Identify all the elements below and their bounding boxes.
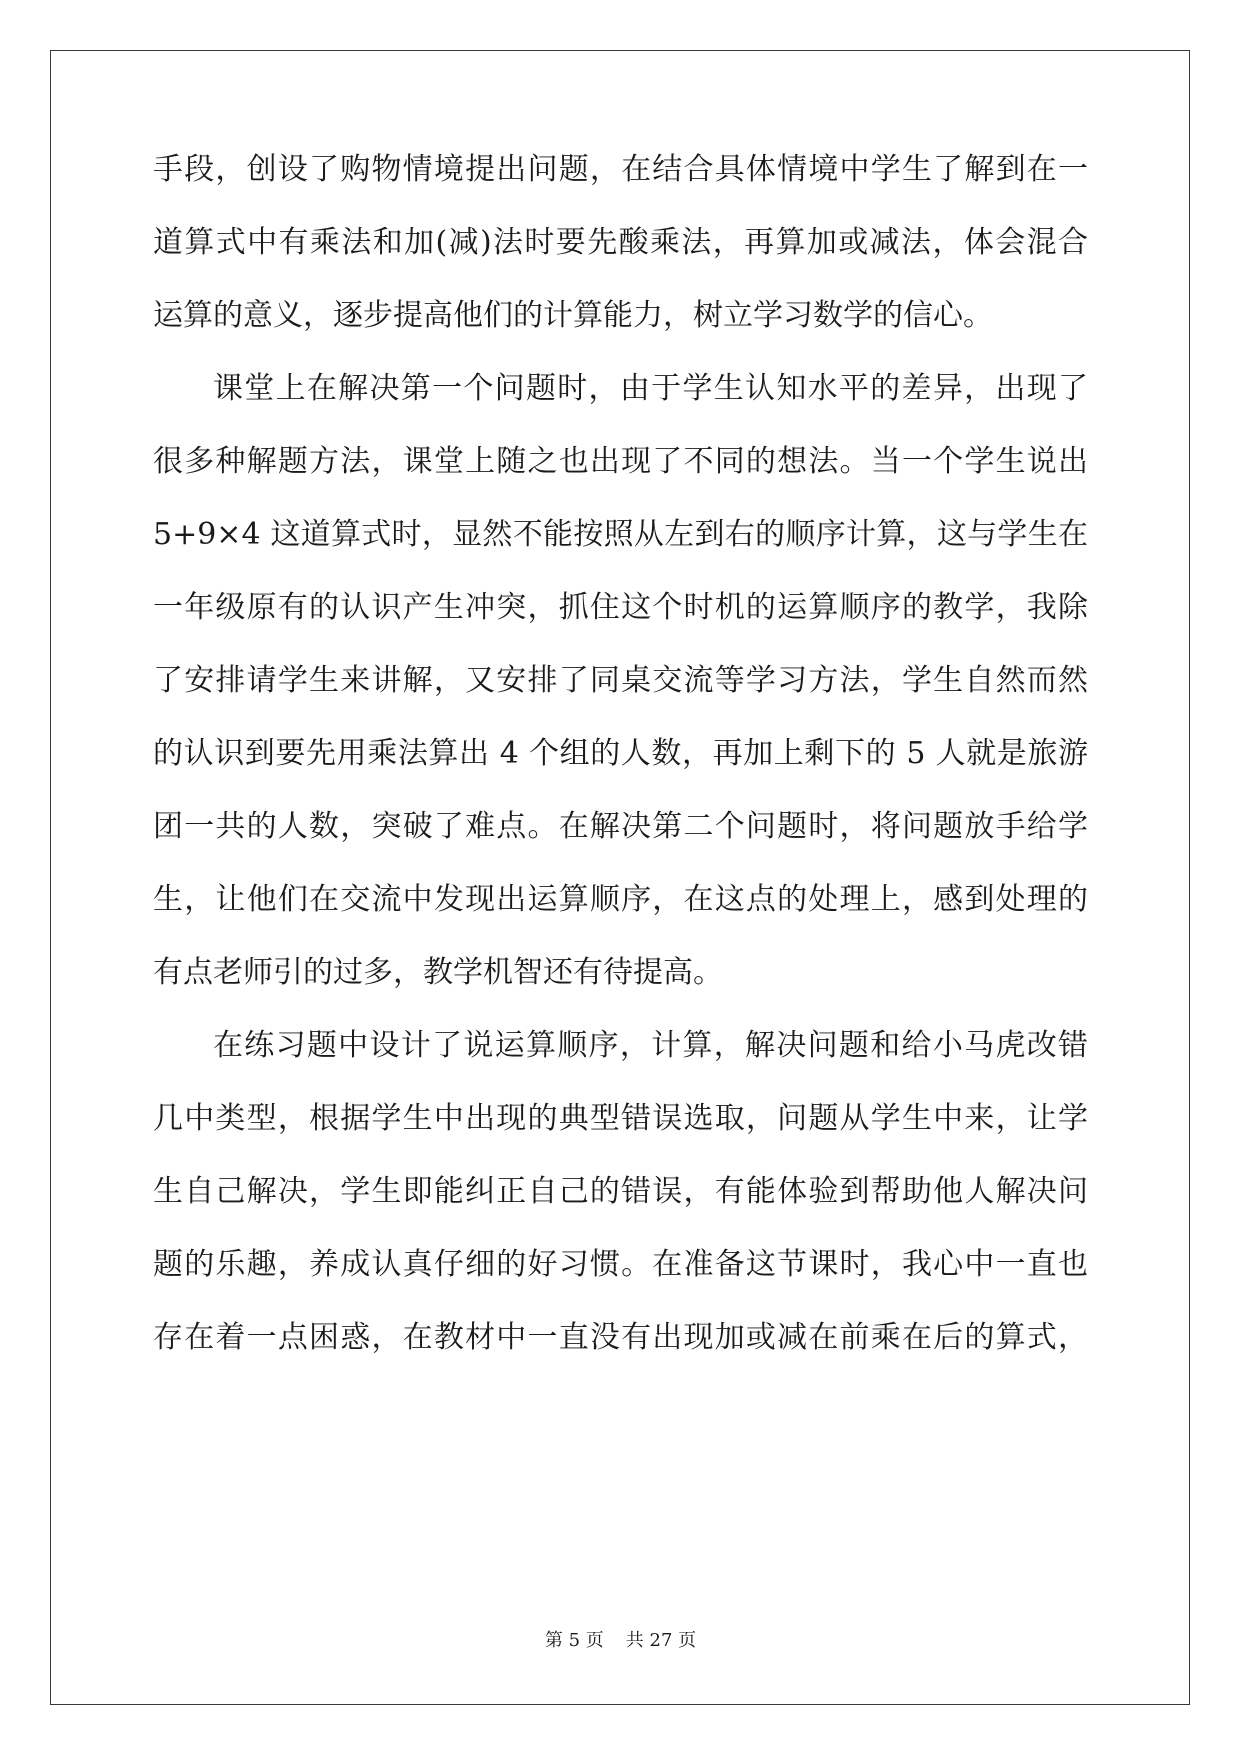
text-line: 课堂上在解决第一个问题时，由于学生认知水平的差异，出现了 xyxy=(213,371,1088,406)
text-line: 在练习题中设计了说运算顺序，计算，解决问题和给小马虎改错 xyxy=(213,1028,1088,1063)
text-line: 题的乐趣，养成认真仔细的好习惯。在准备这节课时，我心中一直也 xyxy=(153,1247,1088,1282)
text-line: 的认识到要先用乘法算出 4 个组的人数，再加上剩下的 5 人就是旅游 xyxy=(153,736,1088,771)
text-line: 有点老师引的过多，教学机智还有待提高。 xyxy=(153,955,723,990)
text-line: 5+9×4 这道算式时，显然不能按照从左到右的顺序计算，这与学生在 xyxy=(153,517,1088,552)
text-line: 了安排请学生来讲解，又安排了同桌交流等学习方法，学生自然而然 xyxy=(153,663,1088,698)
text-line: 一年级原有的认识产生冲突，抓住这个时机的运算顺序的教学，我除 xyxy=(153,590,1088,625)
page-number: 第 5 页 xyxy=(544,1630,604,1651)
text-line: 运算的意义，逐步提高他们的计算能力，树立学习数学的信心。 xyxy=(153,298,993,333)
text-line: 存在着一点困惑，在教材中一直没有出现加或减在前乘在后的算式， xyxy=(153,1320,1088,1355)
text-line: 道算式中有乘法和加(减)法时要先酸乘法，再算加或减法，体会混合 xyxy=(153,225,1088,260)
text-line: 生自己解决，学生即能纠正自己的错误，有能体验到帮助他人解决问 xyxy=(153,1174,1088,1209)
text-line: 很多种解题方法，课堂上随之也出现了不同的想法。当一个学生说出 xyxy=(153,444,1088,479)
text-line: 手段，创设了购物情境提出问题，在结合具体情境中学生了解到在一 xyxy=(153,152,1088,187)
text-line: 团一共的人数，突破了难点。在解决第二个问题时，将问题放手给学 xyxy=(153,809,1088,844)
text-line: 生，让他们在交流中发现出运算顺序，在这点的处理上，感到处理的 xyxy=(153,882,1088,917)
text-line: 几中类型，根据学生中出现的典型错误选取，问题从学生中来，让学 xyxy=(153,1101,1088,1136)
page-total: 共 27 页 xyxy=(625,1630,697,1651)
page-footer xyxy=(0,1629,1241,1653)
